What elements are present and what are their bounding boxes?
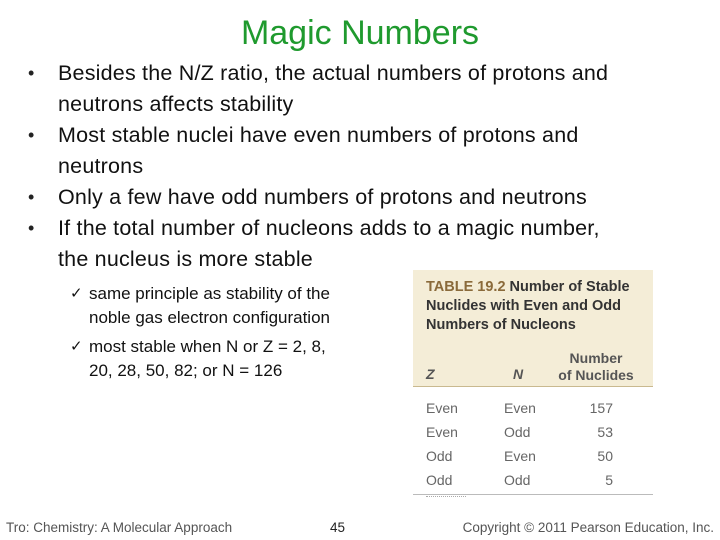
bullet-text: Besides the N/Z ratio, the actual numbers of protons and <box>58 61 609 85</box>
table-bottom-rule <box>413 494 653 495</box>
slide-title: Magic Numbers <box>240 14 480 52</box>
cell-n: Odd <box>504 472 531 488</box>
bullet-text: the nucleus is more stable <box>58 247 313 271</box>
cell-n: Even <box>504 448 536 464</box>
caption-line: Numbers of Nucleons <box>426 317 576 333</box>
cell-z: Odd <box>426 448 453 464</box>
bullet-text: neutrons affects stability <box>58 92 294 116</box>
table-caption-area <box>413 270 653 344</box>
sub-bullet-text: most stable when N or Z = 2, 8, <box>89 337 326 356</box>
bullet-icon: • <box>28 187 35 207</box>
cell-z: Even <box>426 424 458 440</box>
cell-n: Odd <box>504 424 531 440</box>
table-row <box>413 422 653 446</box>
table-header-row <box>413 344 653 387</box>
cell-z: Odd <box>426 472 453 488</box>
bullet-list <box>20 58 700 275</box>
bullet-item <box>20 182 700 213</box>
cell-count: 53 <box>597 424 613 440</box>
table-footnote-mark <box>426 496 466 500</box>
sub-bullet-item <box>70 282 390 329</box>
bullet-text: Most stable nuclei have even numbers of protons and <box>58 123 579 147</box>
cell-n: Even <box>504 400 536 416</box>
bullet-text: If the total number of nucleons adds to a magic number, <box>58 216 600 240</box>
bullet-icon: • <box>28 218 35 238</box>
column-header-count <box>551 350 641 384</box>
cell-count: 157 <box>589 400 613 416</box>
bullet-text: neutrons <box>58 154 144 178</box>
bullet-icon: • <box>28 63 35 83</box>
table-body <box>413 398 653 494</box>
bullet-item <box>20 213 700 275</box>
sub-bullet-text: same principle as stability of the <box>89 284 330 303</box>
bullet-item <box>20 58 700 120</box>
caption-line: Number of Stable <box>509 279 630 295</box>
caption-line: Nuclides with Even and Odd <box>426 298 621 314</box>
sub-bullet-text: noble gas electron configuration <box>89 307 330 327</box>
sub-bullet-item <box>70 335 390 382</box>
cell-count: 5 <box>605 472 613 488</box>
bullet-icon: • <box>28 125 35 145</box>
cell-z: Even <box>426 400 458 416</box>
sub-bullet-text: 20, 28, 50, 82; or N = 126 <box>89 360 283 380</box>
bullet-text: Only a few have odd numbers of protons and neutrons <box>58 185 587 209</box>
column-header-count-line: Number <box>569 350 623 366</box>
cell-count: 50 <box>597 448 613 464</box>
nuclides-table <box>413 270 653 500</box>
bullet-item <box>20 120 700 182</box>
table-row <box>413 398 653 422</box>
column-header-z: Z <box>426 366 435 382</box>
page-number: 45 <box>330 520 346 535</box>
table-caption <box>426 278 651 335</box>
checkmark-icon: ✓ <box>70 285 83 302</box>
checkmark-icon: ✓ <box>70 338 83 355</box>
table-row <box>413 446 653 470</box>
column-header-n: N <box>513 366 524 382</box>
column-header-count-line: of Nuclides <box>558 367 634 383</box>
table-label: TABLE 19.2 <box>426 279 506 295</box>
table-row <box>413 470 653 494</box>
footer-copyright: Copyright © 2011 Pearson Education, Inc. <box>462 520 714 535</box>
footer-book-title: Tro: Chemistry: A Molecular Approach <box>6 520 233 535</box>
sub-bullet-list <box>70 282 390 388</box>
